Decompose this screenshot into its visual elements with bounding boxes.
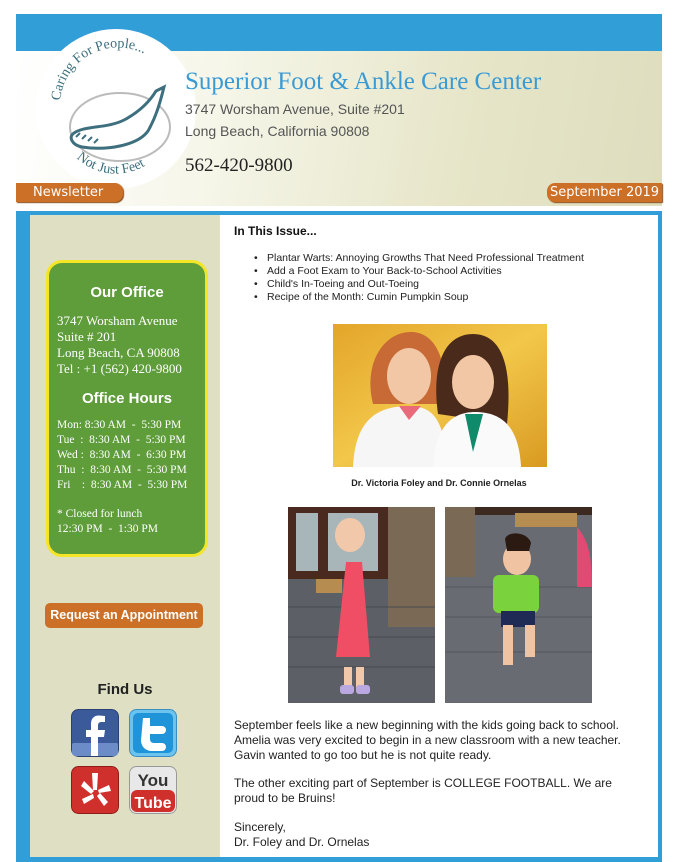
address-line-1: 3747 Worsham Avenue, Suite #201: [185, 101, 405, 117]
office-info-box: [46, 260, 208, 557]
youtube-icon[interactable]: [129, 766, 177, 814]
lunch-note: * Closed for lunch: [57, 508, 143, 520]
issue-item: • Plantar Warts: Annoying Growths That Need Professional Treatment: [254, 252, 584, 265]
office-line: Suite # 201: [57, 329, 117, 344]
closing: Sincerely,: [234, 820, 286, 834]
hours-row: Mon: 8:30 AM - 5:30 PM: [57, 419, 182, 431]
twitter-icon[interactable]: [129, 709, 177, 757]
foot-logo-icon: [38, 33, 198, 193]
hours-row: Tue : 8:30 AM - 5:30 PM: [57, 434, 186, 446]
svg-text:Not Just Feet: Not Just Feet: [73, 149, 148, 178]
in-this-issue-heading: In This Issue...: [234, 224, 317, 238]
issue-item: • Add a Foot Exam to Your Back-to-School Activities: [254, 265, 584, 278]
body-paragraph-1-line: September feels like a new beginning with the kids going back to school.: [234, 718, 619, 732]
issue-item: • Recipe of the Month: Cumin Pumpkin Soup: [254, 291, 584, 304]
doctors-photo: [333, 324, 547, 467]
svg-text:Tube: Tube: [134, 795, 172, 812]
issue-item: • Child's In-Toeing and Out-Toeing: [254, 278, 584, 291]
issue-list: [254, 252, 584, 304]
svg-text:Caring For People...: Caring For People...: [49, 36, 149, 102]
hours-row: Thu : 8:30 AM - 5:30 PM: [57, 464, 187, 476]
body-paragraph-2-line: proud to be Bruins!: [234, 791, 336, 805]
hours-row: Wed : 8:30 AM - 6:30 PM: [57, 449, 187, 461]
lunch-hours: 12:30 PM - 1:30 PM: [57, 523, 158, 535]
address-line-2: Long Beach, California 90808: [185, 123, 370, 139]
practice-title: Superior Foot & Ankle Care Center: [185, 68, 542, 95]
signature: Dr. Foley and Dr. Ornelas: [234, 835, 370, 849]
hours-heading: Office Hours: [81, 390, 172, 407]
svg-text:You: You: [137, 771, 169, 790]
request-appointment-button[interactable]: Request an Appointment: [45, 603, 203, 628]
amelia-photo: [288, 507, 435, 703]
body-paragraph-1-line: Amelia was very excited to begin in a new classroom with a new teacher.: [234, 733, 621, 747]
yelp-icon[interactable]: [71, 766, 119, 814]
office-line: 3747 Worsham Avenue: [57, 313, 178, 328]
newsletter-tab: Newsletter: [16, 183, 123, 202]
doctors-photo-caption: Dr. Victoria Foley and Dr. Connie Ornelas: [351, 478, 527, 488]
office-line: Long Beach, CA 90808: [57, 345, 180, 360]
body-paragraph-1-line: Gavin wanted to go too but he is not quite ready.: [234, 748, 492, 762]
gavin-photo: [445, 507, 592, 703]
date-tab: September 2019: [547, 183, 662, 202]
office-phone[interactable]: Tel : +1 (562) 420-9800: [57, 361, 182, 376]
hours-row: Fri : 8:30 AM - 5:30 PM: [57, 479, 188, 491]
office-heading: Our Office: [90, 284, 164, 301]
find-us-heading: Find Us: [97, 681, 153, 698]
body-paragraph-2-line: The other exciting part of September is COLLEGE FOOTBALL. We are: [234, 776, 612, 790]
phone-number[interactable]: 562-420-9800: [185, 155, 293, 176]
facebook-icon[interactable]: [71, 709, 119, 757]
